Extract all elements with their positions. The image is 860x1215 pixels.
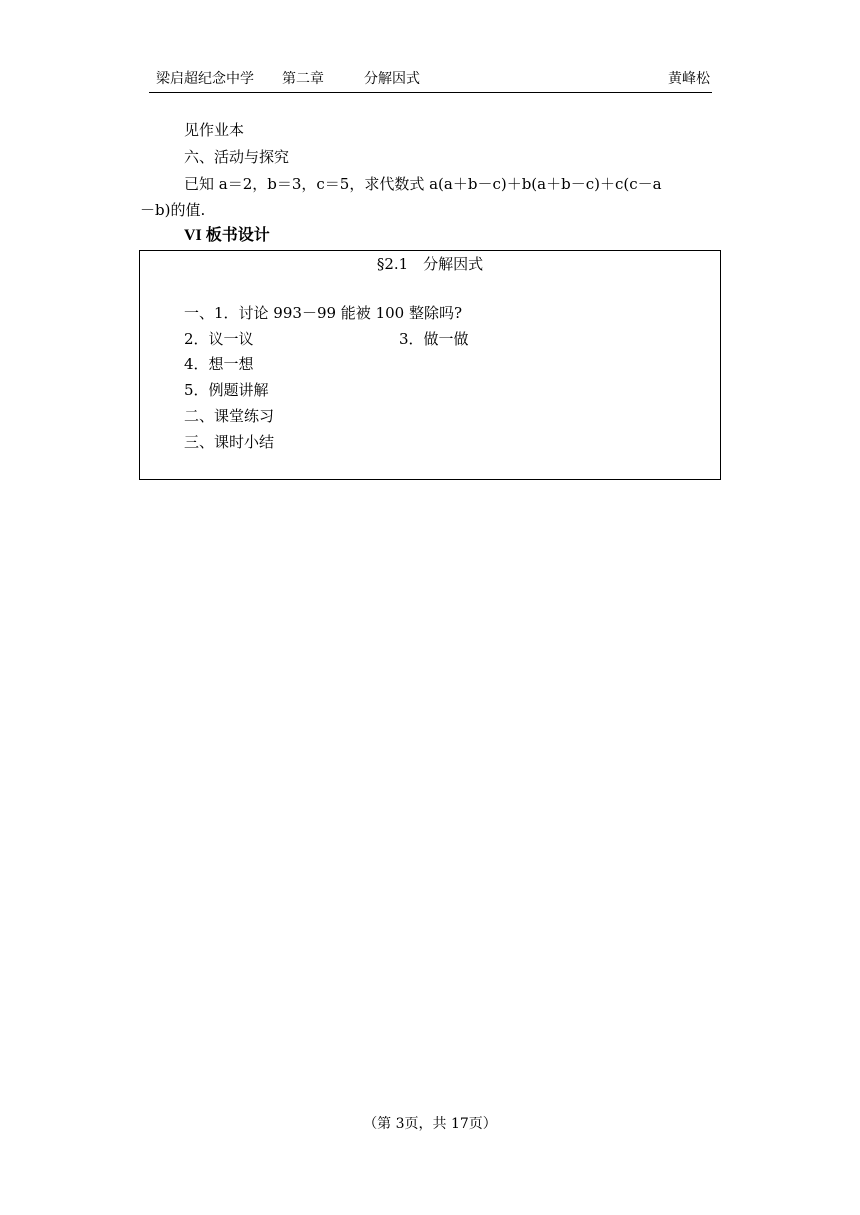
board-item-talk: 2．议一议: [184, 330, 254, 348]
section-activity-heading: 六、活动与探究: [184, 148, 290, 166]
header-school: 梁启超纪念中学: [156, 71, 254, 87]
board-item-examples: 5．例题讲解: [184, 381, 269, 399]
board-item-do: 3．做一做: [399, 330, 469, 348]
page-header: [149, 66, 712, 93]
board-item-discuss: 一、1．讨论 993－99 能被 100 整除吗?: [184, 304, 463, 322]
board-item-summary: 三、课时小结: [184, 433, 275, 451]
board-item-think: 4．想一想: [184, 355, 254, 373]
page-footer: （第 3页，共 17页）: [363, 1116, 497, 1132]
header-chapter: 第二章: [282, 71, 324, 87]
problem-text-line-1: 已知 a＝2，b＝3，c＝5，求代数式 a(a＋b－c)＋b(a＋b－c)＋c(c－a: [184, 175, 662, 193]
board-title: §2.1 分解因式: [376, 255, 484, 273]
problem-text-line-2: －b)的值.: [140, 201, 206, 219]
header-author: 黄峰松: [668, 71, 710, 87]
board-design-box: [139, 250, 721, 480]
section-board-design-heading: VI 板书设计: [184, 227, 270, 244]
header-topic: 分解因式: [364, 71, 420, 87]
board-item-practice: 二、课堂练习: [184, 407, 275, 425]
homework-text: 见作业本: [184, 121, 245, 139]
